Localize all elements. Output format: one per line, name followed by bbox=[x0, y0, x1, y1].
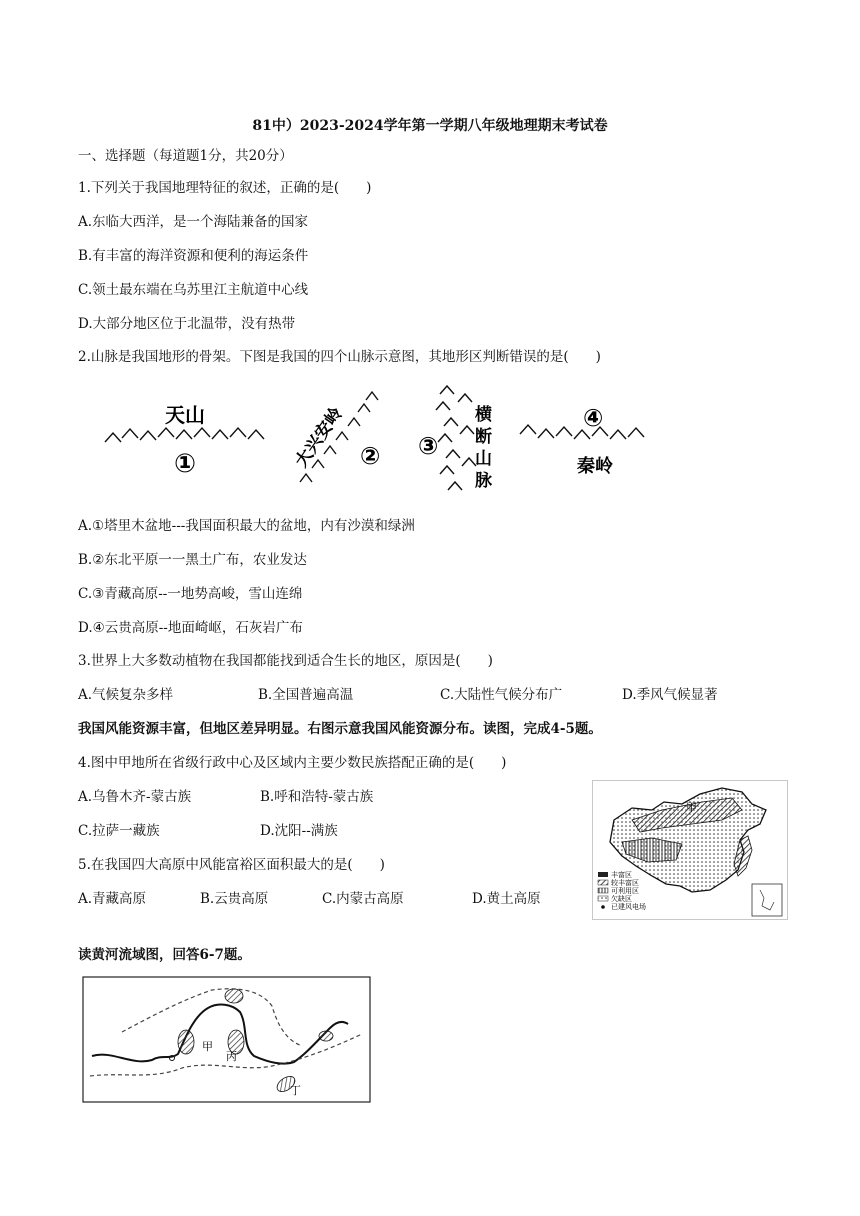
question-4-stem: 4.图中甲地所在省级行政中心及区域内主要少数民族搭配正确的是( ) bbox=[78, 755, 507, 771]
question-3-option-d: D.季风气候显著 bbox=[622, 687, 718, 703]
wind-energy-map bbox=[592, 780, 788, 920]
mountain-4-symbols bbox=[520, 425, 644, 439]
question-2-option-a: A.①塔里木盆地---我国面积最大的盆地，内有沙漠和绿洲 bbox=[78, 518, 415, 534]
wind-legend-1: 较丰富区 bbox=[611, 879, 639, 887]
wind-map-label-jia: 甲 bbox=[686, 801, 697, 814]
question-3-option-b: B.全国普遍高温 bbox=[258, 687, 354, 703]
question-5-option-b: B.云贵高原 bbox=[200, 891, 269, 907]
mountain-3-symbols bbox=[436, 386, 476, 490]
river-intro: 读黄河流域图，回答6-7题。 bbox=[78, 947, 251, 963]
question-1-option-a: A.东临大西洋，是一个海陆兼备的国家 bbox=[78, 214, 309, 230]
mountain-2-number: ② bbox=[360, 442, 381, 470]
wind-legend-4: 已建风电场 bbox=[611, 903, 646, 911]
wind-map-legend bbox=[598, 870, 646, 911]
wind-legend-3: 欠缺区 bbox=[611, 895, 632, 903]
question-4-option-d: D.沈阳--满族 bbox=[260, 823, 338, 839]
question-3-option-a: A.气候复杂多样 bbox=[78, 687, 174, 703]
question-3-stem: 3.世界上大多数动植物在我国都能找到适合生长的地区，原因是( ) bbox=[78, 653, 493, 669]
question-1-option-d: D.大部分地区位于北温带，没有热带 bbox=[78, 316, 296, 332]
mountain-1-name: 天山 bbox=[165, 403, 205, 427]
question-5-option-c: C.内蒙古高原 bbox=[322, 891, 404, 907]
yellow-river-map bbox=[82, 976, 372, 1104]
river-map-label-ding: 丁 bbox=[290, 1084, 301, 1097]
mountain-1-symbols bbox=[105, 428, 264, 442]
question-3-option-c: C.大陆性气候分布广 bbox=[440, 687, 563, 703]
mountain-1-number: ① bbox=[174, 449, 197, 479]
question-1-option-b: B.有丰富的海洋资源和便利的海运条件 bbox=[78, 248, 309, 264]
question-2-option-c: C.③青藏高原--一地势高峻，雪山连绵 bbox=[78, 586, 303, 602]
mountain-range-figure bbox=[100, 382, 660, 507]
question-4-option-c: C.拉萨一藏族 bbox=[78, 823, 160, 839]
section-heading: 一、选择题（每道题1分，共20分） bbox=[78, 148, 293, 164]
question-5-option-d: D.黄土高原 bbox=[472, 891, 541, 907]
wind-intro: 我国风能资源丰富，但地区差异明显。右图示意我国风能资源分布。读图，完成4-5题。 bbox=[78, 721, 602, 737]
exam-title: 81中）2023-2024学年第一学期八年级地理期末考试卷 bbox=[252, 118, 608, 134]
river-map-label-jia: 甲 bbox=[202, 1040, 213, 1053]
mountain-4-number: ④ bbox=[583, 404, 604, 432]
mountain-3-name: 横断山脉 bbox=[475, 405, 492, 491]
mountain-3-number: ③ bbox=[418, 432, 439, 460]
wind-legend-2: 可利用区 bbox=[611, 887, 639, 895]
question-1-stem: 1.下列关于我国地理特征的叙述，正确的是( ) bbox=[78, 180, 372, 196]
question-4-option-a: A.乌鲁木齐-蒙古族 bbox=[78, 789, 192, 805]
question-5-option-a: A.青藏高原 bbox=[78, 891, 147, 907]
question-1-option-c: C.领土最东端在乌苏里江主航道中心线 bbox=[78, 282, 309, 298]
question-4-option-b: B.呼和浩特-蒙古族 bbox=[260, 789, 374, 805]
wind-legend-0: 丰富区 bbox=[611, 871, 632, 879]
question-2-option-b: B.②东北平原一一黑土广布，农业发达 bbox=[78, 552, 307, 568]
question-2-option-d: D.④云贵高原--地面崎岖，石灰岩广布 bbox=[78, 620, 303, 636]
mountain-4-name: 秦岭 bbox=[577, 456, 613, 477]
mountain-2-name: 大兴安岭 bbox=[291, 403, 347, 472]
question-2-stem: 2.山脉是我国地形的骨架。下图是我国的四个山脉示意图，其地形区判断错误的是( ) bbox=[78, 349, 601, 365]
question-5-stem: 5.在我国四大高原中风能富裕区面积最大的是( ) bbox=[78, 857, 385, 873]
river-map-label-bing: 丙 bbox=[226, 1050, 237, 1063]
